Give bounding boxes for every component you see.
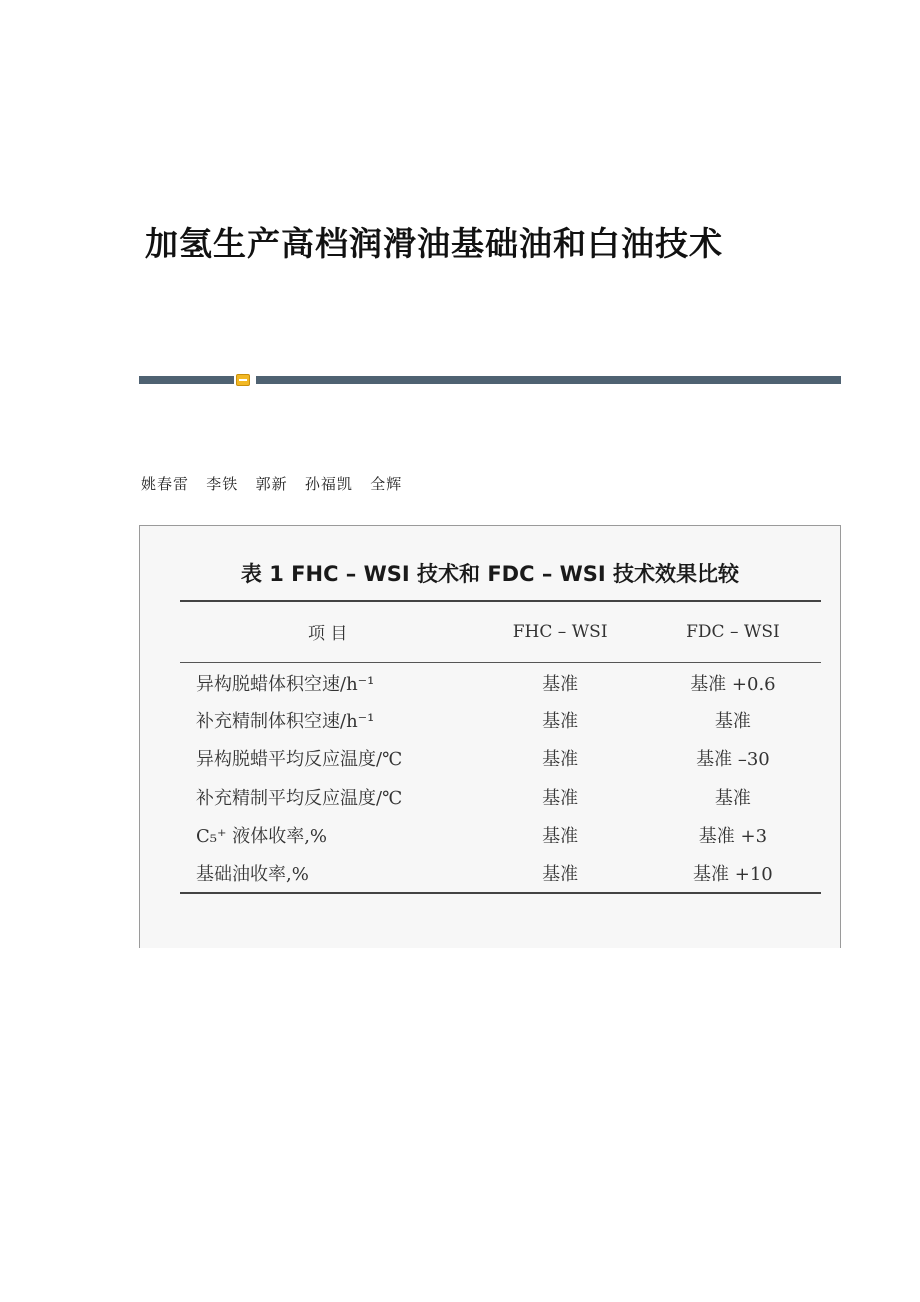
document-title: 加氢生产高档润滑油基础油和白油技术	[145, 224, 723, 263]
row-item: 异构脱蜡体积空速/h⁻¹	[196, 674, 375, 695]
table-row	[180, 778, 821, 817]
author-list: 姚春雷 李铁 郭新 孙福凯 全辉	[141, 475, 403, 493]
table-caption: 表 1 FHC – WSI 技术和 FDC – WSI 技术效果比较	[240, 562, 740, 586]
divider-bar-right	[256, 376, 841, 384]
row-fdc-value: 基准 +3	[698, 826, 768, 848]
row-item: 补充精制体积空速/h⁻¹	[196, 710, 375, 732]
row-fdc-value: 基准	[714, 710, 751, 732]
title-divider	[139, 374, 841, 386]
row-fhc-value: 基准	[542, 710, 579, 732]
table-row	[180, 662, 821, 701]
row-item: 基础油收率,%	[180, 855, 475, 894]
row-fhc-value: 基准	[542, 749, 579, 771]
table-row	[180, 816, 821, 855]
row-fhc-value: 基准	[475, 855, 644, 894]
row-fhc-value: 基准	[542, 826, 579, 848]
row-fdc-value: 基准 +0.6	[690, 674, 776, 695]
divider-bar-left	[139, 376, 234, 384]
header-item: 项 目	[180, 601, 475, 662]
header-fdc-wsi: FDC – WSI	[645, 601, 821, 662]
row-item: 补充精制平均反应温度/℃	[196, 787, 403, 809]
divider-ornament-icon	[236, 374, 250, 386]
table-header-row	[180, 601, 821, 662]
table-row	[180, 701, 821, 740]
row-item: C₅⁺ 液体收率,%	[196, 826, 328, 848]
row-fhc-value: 基准	[542, 787, 579, 809]
table-figure	[139, 525, 841, 948]
row-fdc-value: 基准	[714, 787, 751, 809]
row-item: 异构脱蜡平均反应温度/℃	[196, 749, 403, 771]
table-row	[180, 739, 821, 778]
row-fdc-value: 基准 +10	[645, 855, 821, 894]
comparison-table	[180, 600, 821, 894]
row-fhc-value: 基准	[542, 674, 579, 695]
table-row	[180, 855, 821, 894]
row-fdc-value: 基准 –30	[696, 749, 770, 771]
header-fhc-wsi: FHC – WSI	[475, 601, 644, 662]
